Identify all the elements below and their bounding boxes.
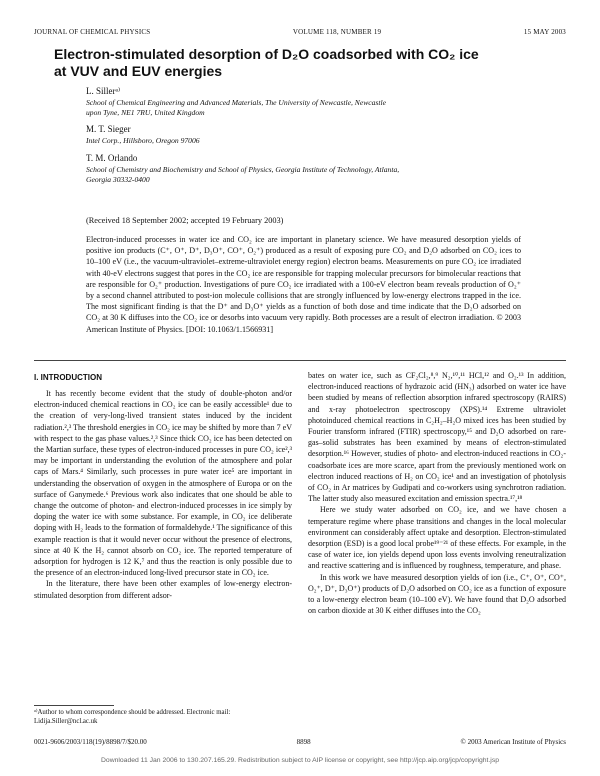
volume-number: VOLUME 118, NUMBER 19 [292, 28, 382, 36]
page-footer [34, 738, 566, 746]
paragraph: In this work we have measured desorption yields of ion (i.e., C⁺, O⁺, CO⁺, O₂⁺, D⁺, D₃O⁺) products of D₂O adsorbed on CO₂ ice as a function of exposure to a low-energy electron beam (10–100 eV). We have found that D₂O adsorbed on carbon dioxide at 30 K either diffuses into the CO₂ [308, 572, 566, 616]
abstract: Electron-induced processes in water ice and CO₂ ice are important in planetary science. We have measured desorption yields of positive ion products (C⁺, O⁺, D⁺, D₃O⁺, CO⁺, O₂⁺) produced as a result of exposing pure CO₂ and D₂O adsorbed on CO₂ ices to 10–100 eV (i.e., the vacuum-ultraviolet–extreme-ultraviolet energy region) electron beams. Measurements on pure CO₂ ice irradiated with 40-eV electrons suggest that pores in the CO₂ ice are responsible for trapping molecular precursors for bimolecular reactions that are responsible for O₂⁺ production. Investigations of pure CO₂ ice irradiated with a 100-eV electron beam reveals production of O₂⁺ by a second channel attributed to post-ion molecule collisions that are strongly influenced by low-energy electrons trapped in the ice. The most significant finding is that the D⁺ and D₃O⁺ yields as a function of both dose and time indicate that the D₂O adsorbed on CO₂ at 30 K diffuses into the CO₂ ice or desorbs into vacuum very rapidly. Both processes are a result of electron irradiation. © 2003 American Institute of Physics. [DOI: 10.1063/1.1566931] [86, 235, 521, 334]
issue-date: 15 MAY 2003 [523, 28, 566, 36]
affiliation-line: upon Tyne, NE1 7RU, United Kingdom [86, 108, 205, 117]
title-line-1: Electron-stimulated desorption of D₂O coadsorbed with CO₂ ice [54, 46, 479, 62]
section-heading: I. INTRODUCTION [34, 373, 102, 382]
download-notice: Downloaded 11 Jan 2006 to 130.207.165.29. Redistribution subject to AIP license or copyright, see http://jcp.aip.org/jcp/copyright.jsp [101, 757, 499, 764]
author-affiliation [86, 136, 486, 146]
affiliation-line: Georgia 30332-0400 [86, 175, 150, 184]
title-line-2: at VUV and EUV energies [54, 63, 223, 79]
footnote: ᵃ⁾Author to whom correspondence should be addressed. Electronic mail: Lidija.Siller@ncl.ac.uk [34, 709, 231, 725]
paper-title [54, 46, 554, 80]
running-header [34, 28, 566, 36]
paragraph: In the literature, there have been other examples of low-energy electron-stimulated desorption from different adsor- [34, 579, 292, 600]
author-affiliation [86, 98, 486, 118]
affiliation-line: School of Chemical Engineering and Advanced Materials, The University of Newcastle, Newcastle [86, 98, 386, 107]
affiliation-line: Intel Corp., Hillsboro, Oregon 97006 [86, 136, 200, 145]
author-affiliation [86, 165, 486, 185]
paragraph: bates on water ice, such as CF₂Cl₂,⁸,⁹ N₂,¹⁰,¹¹ HCl,¹² and O₂.¹³ In addition, electron-induced reactions of hydrazoic acid (HN₃) adsorbed on water ice have been studied by means of reflection absorption infrared spectroscopy (RAIRS) and x-ray photoelectron spectroscopy (XPS).¹⁴ Extreme ultraviolet photoinduced chemical reactions in C₂H₂–H₂O mixed ices has been studied by Fourier transform infrared (FTIR) spectroscopy,¹⁵ and D₂O adsorbed on rare-gas–solid substrates has been examined by means of electron-stimulated desorption.¹⁶ However, studies of photo- and electron-induced reactions in CO₂-coadsorbate ices are more scarce, apart from the previously mentioned work on electron induced reactions of H₂ on CO₂ ice¹ and an investigation of photolysis of CO₂ in Ar matrices by Gudipati and co-workers using synchrotron radiation. The latter study also measured excitation and emission spectra.¹⁷,¹⁸ [308, 371, 566, 504]
right-column [308, 370, 566, 616]
author-name: M. T. Sieger [86, 124, 131, 134]
article-code: 0021-9606/2003/118(19)/8898/7/$20.00 [34, 738, 147, 746]
page-number: 8898 [296, 738, 311, 746]
author-name: T. M. Orlando [86, 153, 138, 163]
left-column [34, 388, 292, 601]
paragraph: Here we study water adsorbed on CO₂ ice, and we have chosen a temperature regime where phase transitions and changes in the local molecular environment can considerably affect uptake and desorption. Electron-stimulated desorption (ESD) is a good local probe¹⁹⁻²¹ of these effects. For example, in the case of water ice, ion yields depend upon loss events involving reneutralization and reactive scattering and is influenced by roughness, temperature, and phase. [308, 505, 566, 571]
paragraph: It has recently become evident that the study of double-photon and/or electron-induced chemical reactions in CO₂ ice can be easily accessible¹ due to the creation of very-long-lived transient states induced by the incident radiation.²,³ The threshold energies in CO₂ ice may be shifted by more than 7 eV with respect to the gas phase values.²,³ Since thick CO₂ ice has been detected on the Martian surface, these types of electron-induced processes in pure CO₂ ice²,³ may be important in understanding the evolution of the atmosphere and polar caps of Mars.⁴ Similarly, such processes in pure water ice⁵ are important in understanding the observation of oxygen in the atmosphere of Europa or on the surface of Ganymede.⁶ Previous work also indicates that one should be able to change the outcome of photon- and electron-induced processes in ice simply by doping the water ice with some substance. For example, in CO₂ ice deliberate doping with H₂ leads to the formation of formaldehyde.¹ The significance of this example reaction is that it would never occur without the presence of electrons, since at 40 K the H₂ cannot absorb on CO₂ ice. The reported temperature of adsorption for hydrogen is 12 K,⁷ and thus the reaction is only possible due to the presence of an electron-induced long-lived precursor state in CO₂ ice. [34, 389, 292, 578]
author-name: L. Sillerᵃ⁾ [86, 86, 121, 96]
section-divider [34, 360, 566, 361]
journal-name: JOURNAL OF CHEMICAL PHYSICS [34, 28, 151, 36]
received-dates: (Received 18 September 2002; accepted 19 February 2003) [86, 216, 284, 225]
affiliation-line: School of Chemistry and Biochemistry and School of Physics, Georgia Institute of Technology, Atlanta, [86, 165, 400, 174]
copyright: © 2003 American Institute of Physics [460, 738, 566, 746]
footnote-divider [34, 705, 114, 706]
